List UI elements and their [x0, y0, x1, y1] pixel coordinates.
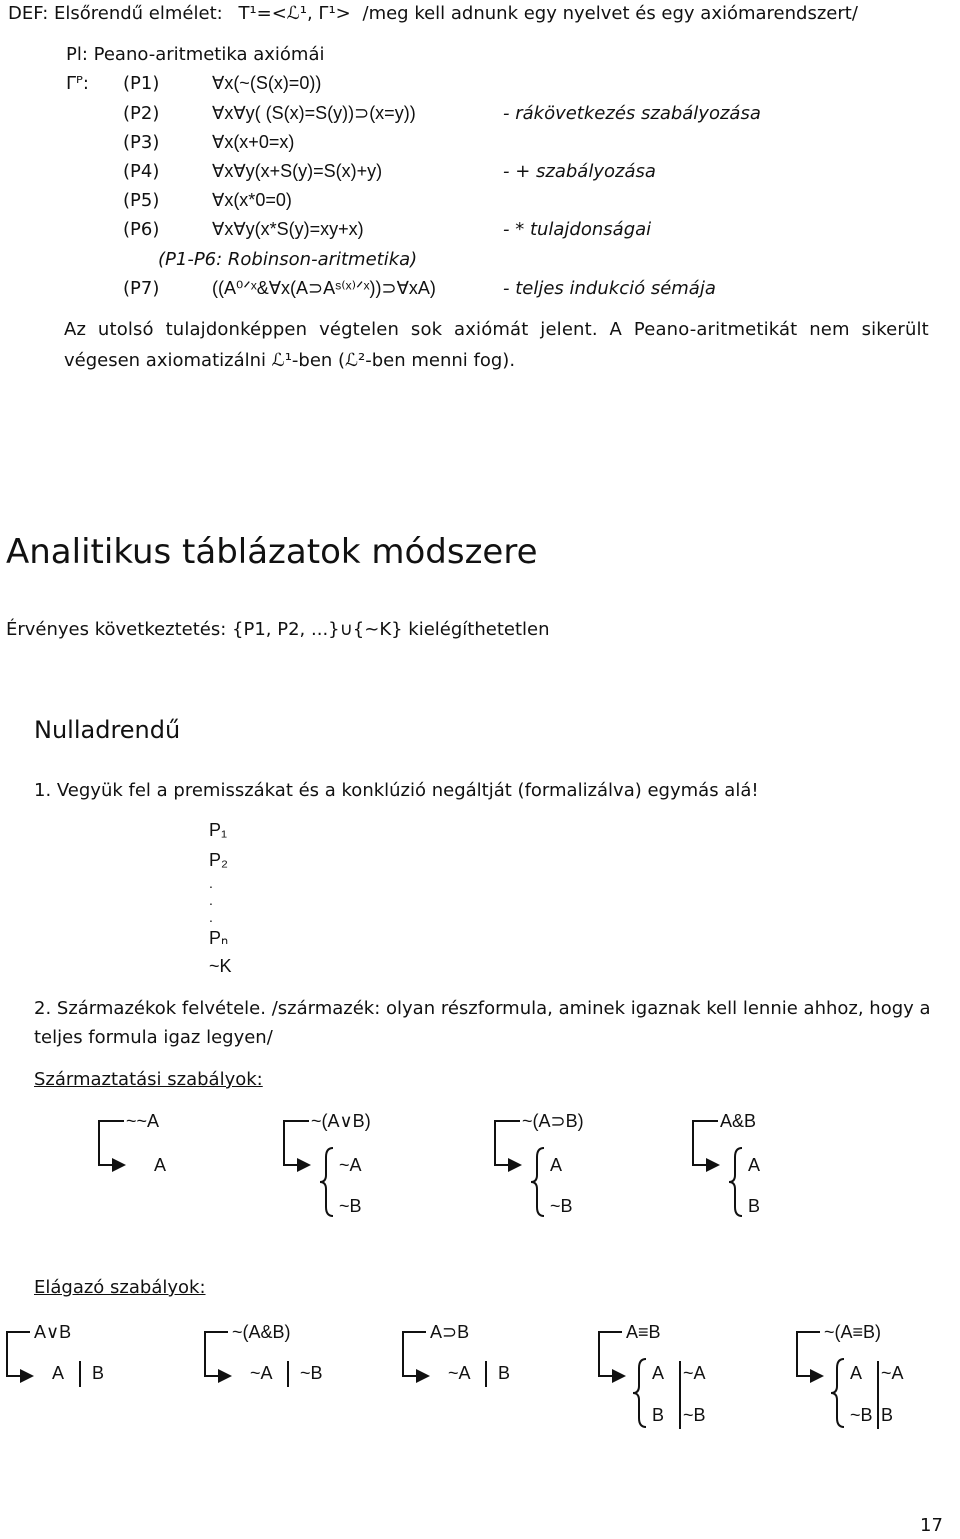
gamma-label: Γᴾ: — [66, 73, 89, 94]
branch-right: ~B — [683, 1405, 706, 1425]
arrow-line — [284, 1121, 309, 1165]
premise-item: P₂ — [209, 850, 228, 870]
arrow-head — [706, 1158, 720, 1172]
arrow-head — [297, 1158, 311, 1172]
def-line — [8, 3, 858, 24]
premise-item: ~K — [209, 956, 232, 976]
rule-top: ~~A — [126, 1111, 160, 1131]
axiom-formula: ∀x∀y( (S(x)=S(y))⊃(x=y)) — [212, 103, 416, 123]
rule-result: ~B — [550, 1196, 573, 1216]
robinson-note: (P1-P6: Robinson-aritmetika) — [158, 249, 418, 270]
axiom-formula: ∀x(~(S(x)=0)) — [212, 73, 322, 93]
rule-top: A&B — [720, 1111, 757, 1131]
section-title: Analitikus táblázatok módszere — [6, 532, 538, 572]
branch-left: A — [52, 1363, 65, 1383]
arrow-line — [99, 1121, 124, 1165]
branch-separator — [678, 1361, 682, 1429]
rule-top: ~(A≡B) — [824, 1322, 882, 1342]
branch-separator — [286, 1361, 290, 1387]
rule-top: ~(A&B) — [232, 1322, 291, 1342]
rule-top: A⊃B — [430, 1322, 470, 1342]
rule-result: A — [154, 1155, 167, 1175]
arrow-head — [810, 1369, 824, 1383]
arrow-line — [599, 1332, 622, 1376]
branch-right: B — [881, 1405, 894, 1425]
arrow-line — [633, 1359, 646, 1427]
branch-left: ~B — [850, 1405, 873, 1425]
brace-icon — [319, 1147, 335, 1217]
axiom-formula: ∀x∀y(x+S(y)=S(x)+y) — [212, 161, 383, 181]
branch-left: A — [652, 1363, 665, 1383]
derivation-heading: Származtatási szabályok: — [34, 1069, 263, 1090]
brace-icon — [530, 1147, 546, 1217]
arrow-head — [20, 1369, 34, 1383]
axiom-id: (P6) — [123, 219, 160, 240]
page-number: 17 — [920, 1515, 943, 1536]
rule-result: A — [748, 1155, 761, 1175]
rule-top: ~(A∨B) — [311, 1111, 371, 1131]
branch-separator — [876, 1361, 880, 1429]
axiom-id: (P2) — [123, 103, 160, 124]
branch-right: ~A — [683, 1363, 706, 1383]
rule-top: A∨B — [34, 1322, 72, 1342]
axiom-formula: ∀x(x+0=x) — [212, 132, 295, 152]
arrow-head — [508, 1158, 522, 1172]
peano-paragraph-line1: Az utolsó tulajdonképpen végtelen sok axiómát jelent. A Peano-aritmetikát nem sikerült — [64, 319, 929, 340]
axiom-note: - * tulajdonságai — [503, 219, 652, 240]
branching-heading — [34, 1277, 206, 1298]
premise-item: . — [209, 909, 213, 925]
arrow-line — [495, 1121, 520, 1165]
arrow-line — [831, 1359, 844, 1427]
axiom-id: (P1) — [123, 73, 160, 94]
def-comment: /meg kell adnunk egy nyelvet és egy axiómarendszert/ — [362, 3, 858, 24]
branch-left: ~A — [448, 1363, 471, 1383]
branch-separator — [484, 1361, 488, 1387]
axiom-id: (P4) — [123, 161, 160, 182]
step-2-line2: teljes formula igaz legyen/ — [34, 1027, 273, 1048]
def-label: DEF: — [8, 3, 49, 24]
brace-icon — [728, 1147, 744, 1217]
brace-icon — [830, 1358, 846, 1428]
axiom-note: - teljes indukció sémája — [503, 278, 716, 299]
rule-result: A — [550, 1155, 563, 1175]
step-1: 1. Vegyük fel a premisszákat és a konklúzió negáltját (formalizálva) egymás alá! — [34, 780, 759, 801]
valid-inference: Érvényes következtetés: {P1, P2, ...}∪{~K} kielégíthetetlen — [6, 619, 550, 640]
axiom-formula: ((A⁰ᐟˣ&∀x(A⊃Aˢ⁽ˣ⁾ᐟˣ))⊃∀xA) — [212, 278, 436, 298]
axiom-formula: ∀x∀y(x*S(y)=xy+x) — [212, 219, 364, 239]
premise-item: . — [209, 875, 213, 891]
premise-item: . — [209, 892, 213, 908]
peano-heading: Pl: Peano-aritmetika axiómái — [66, 44, 325, 65]
def-formula: T¹=<ℒ¹, Γ¹> — [238, 3, 351, 24]
axiom-note: - + szabályozása — [503, 161, 656, 182]
arrow-line — [205, 1332, 228, 1376]
branch-left: B — [652, 1405, 665, 1425]
axiom-formula: ∀x(x*0=0) — [212, 190, 292, 210]
arrow-line — [403, 1332, 426, 1376]
branch-left: ~A — [250, 1363, 273, 1383]
rule-top: A≡B — [626, 1322, 661, 1342]
branch-right: B — [498, 1363, 511, 1383]
arrow-line — [693, 1121, 718, 1165]
rule-result: ~B — [339, 1196, 362, 1216]
arrow-line — [797, 1332, 820, 1376]
arrow-line — [7, 1332, 30, 1376]
branch-separator — [78, 1361, 82, 1387]
brace-icon — [632, 1358, 648, 1428]
def-title: Elsőrendű elmélet: — [54, 3, 223, 24]
arrow-line — [320, 1148, 333, 1216]
branch-right: ~A — [881, 1363, 904, 1383]
branch-right: ~B — [300, 1363, 323, 1383]
axiom-id: (P5) — [123, 190, 160, 211]
rule-result: ~A — [339, 1155, 362, 1175]
branch-left: A — [850, 1363, 863, 1383]
arrow-line — [729, 1148, 742, 1216]
rule-top: ~(A⊃B) — [522, 1111, 584, 1131]
premise-item: P₁ — [209, 820, 228, 840]
arrow-line — [531, 1148, 544, 1216]
axiom-id: (P3) — [123, 132, 160, 153]
subsection-title: Nulladrendű — [34, 716, 181, 744]
step-2-line1: 2. Származékok felvétele. /származék: olyan részformula, aminek igaznak kell lennie ahhoz, hogy a — [34, 998, 931, 1019]
branch-right: B — [92, 1363, 105, 1383]
peano-paragraph-line2: végesen axiomatizálni ℒ¹-ben (ℒ²-ben menni fog). — [64, 350, 516, 371]
rule-result: B — [748, 1196, 761, 1216]
premise-item: Pₙ — [209, 928, 229, 948]
arrow-head — [612, 1369, 626, 1383]
axiom-id: (P7) — [123, 278, 160, 299]
arrow-head — [112, 1158, 126, 1172]
branching-heading-text: Elágazó szabályok: — [34, 1277, 206, 1298]
axiom-note: - rákövetkezés szabályozása — [503, 103, 761, 124]
arrow-head — [218, 1369, 232, 1383]
arrow-head — [416, 1369, 430, 1383]
